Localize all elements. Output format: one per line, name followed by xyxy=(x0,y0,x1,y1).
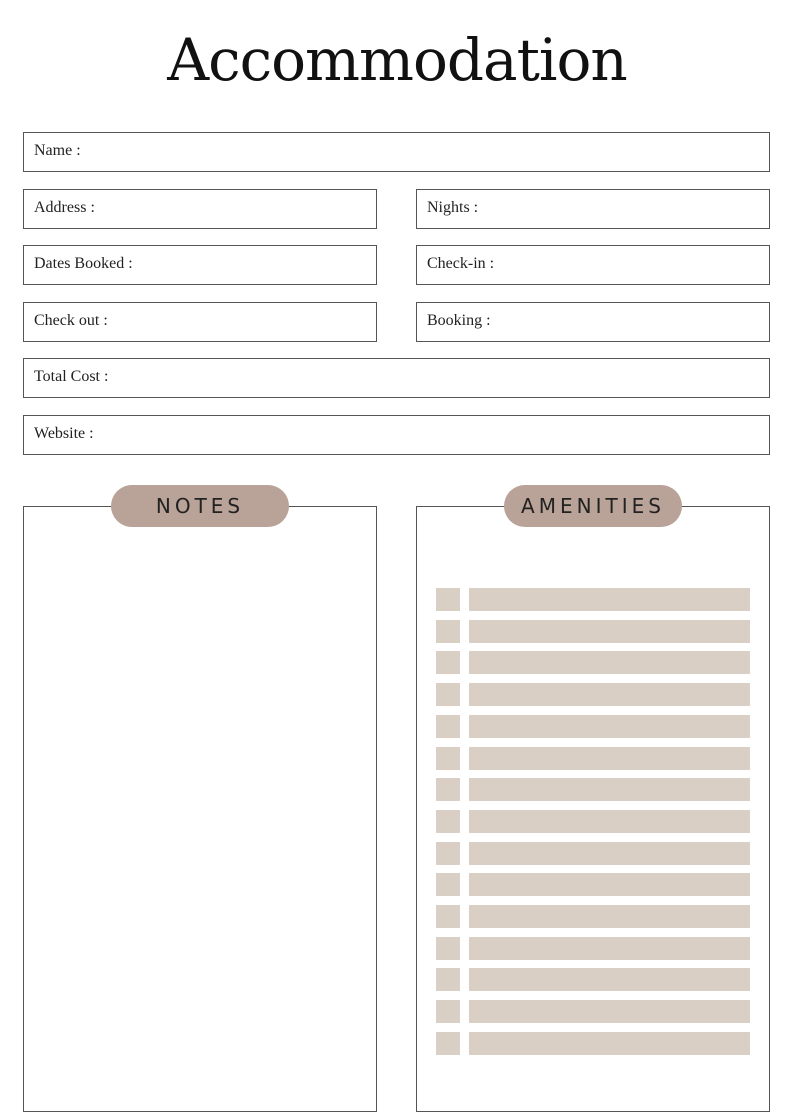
nights-label: Nights : xyxy=(427,199,479,216)
amenity-checkbox[interactable] xyxy=(436,588,460,611)
amenity-line[interactable] xyxy=(469,937,750,960)
amenity-checkbox[interactable] xyxy=(436,778,460,801)
amenity-checkbox[interactable] xyxy=(436,1032,460,1055)
address-field[interactable] xyxy=(23,189,377,229)
nights-field[interactable] xyxy=(416,189,770,229)
amenity-line[interactable] xyxy=(469,747,750,770)
amenity-line[interactable] xyxy=(469,842,750,865)
amenity-checkbox[interactable] xyxy=(436,651,460,674)
amenity-line[interactable] xyxy=(469,683,750,706)
amenity-checkbox[interactable] xyxy=(436,842,460,865)
dates-booked-label: Dates Booked : xyxy=(34,255,133,272)
amenity-checkbox[interactable] xyxy=(436,683,460,706)
amenity-line[interactable] xyxy=(469,778,750,801)
amenity-line[interactable] xyxy=(469,715,750,738)
amenity-line[interactable] xyxy=(469,620,750,643)
amenity-line[interactable] xyxy=(469,588,750,611)
dates-booked-field[interactable] xyxy=(23,245,377,285)
amenity-checkbox[interactable] xyxy=(436,747,460,770)
amenity-checkbox[interactable] xyxy=(436,810,460,833)
amenity-line[interactable] xyxy=(469,651,750,674)
amenity-line[interactable] xyxy=(469,1000,750,1023)
amenity-line[interactable] xyxy=(469,905,750,928)
amenity-checkbox[interactable] xyxy=(436,873,460,896)
amenity-checkbox[interactable] xyxy=(436,905,460,928)
amenity-checkbox[interactable] xyxy=(436,620,460,643)
address-label: Address : xyxy=(34,199,95,216)
page-title: Accommodation xyxy=(167,26,627,94)
amenity-line[interactable] xyxy=(469,1032,750,1055)
amenity-checkbox[interactable] xyxy=(436,1000,460,1023)
amenity-checkbox[interactable] xyxy=(436,968,460,991)
total-cost-label: Total Cost : xyxy=(34,368,109,385)
booking-field[interactable] xyxy=(416,302,770,342)
amenity-line[interactable] xyxy=(469,810,750,833)
check-out-label: Check out : xyxy=(34,312,108,329)
amenity-line[interactable] xyxy=(469,873,750,896)
amenity-checkbox[interactable] xyxy=(436,937,460,960)
notes-panel[interactable] xyxy=(23,506,377,1112)
check-in-field[interactable] xyxy=(416,245,770,285)
check-in-label: Check-in : xyxy=(427,255,495,272)
check-out-field[interactable] xyxy=(23,302,377,342)
booking-label: Booking : xyxy=(427,312,491,329)
amenity-checkbox[interactable] xyxy=(436,715,460,738)
website-label: Website : xyxy=(34,425,94,442)
name-field[interactable] xyxy=(23,132,770,172)
amenity-line[interactable] xyxy=(469,968,750,991)
notes-heading: NOTES xyxy=(111,485,289,527)
website-field[interactable] xyxy=(23,415,770,455)
name-label: Name : xyxy=(34,142,81,159)
amenities-heading: AMENITIES xyxy=(504,485,682,527)
total-cost-field[interactable] xyxy=(23,358,770,398)
